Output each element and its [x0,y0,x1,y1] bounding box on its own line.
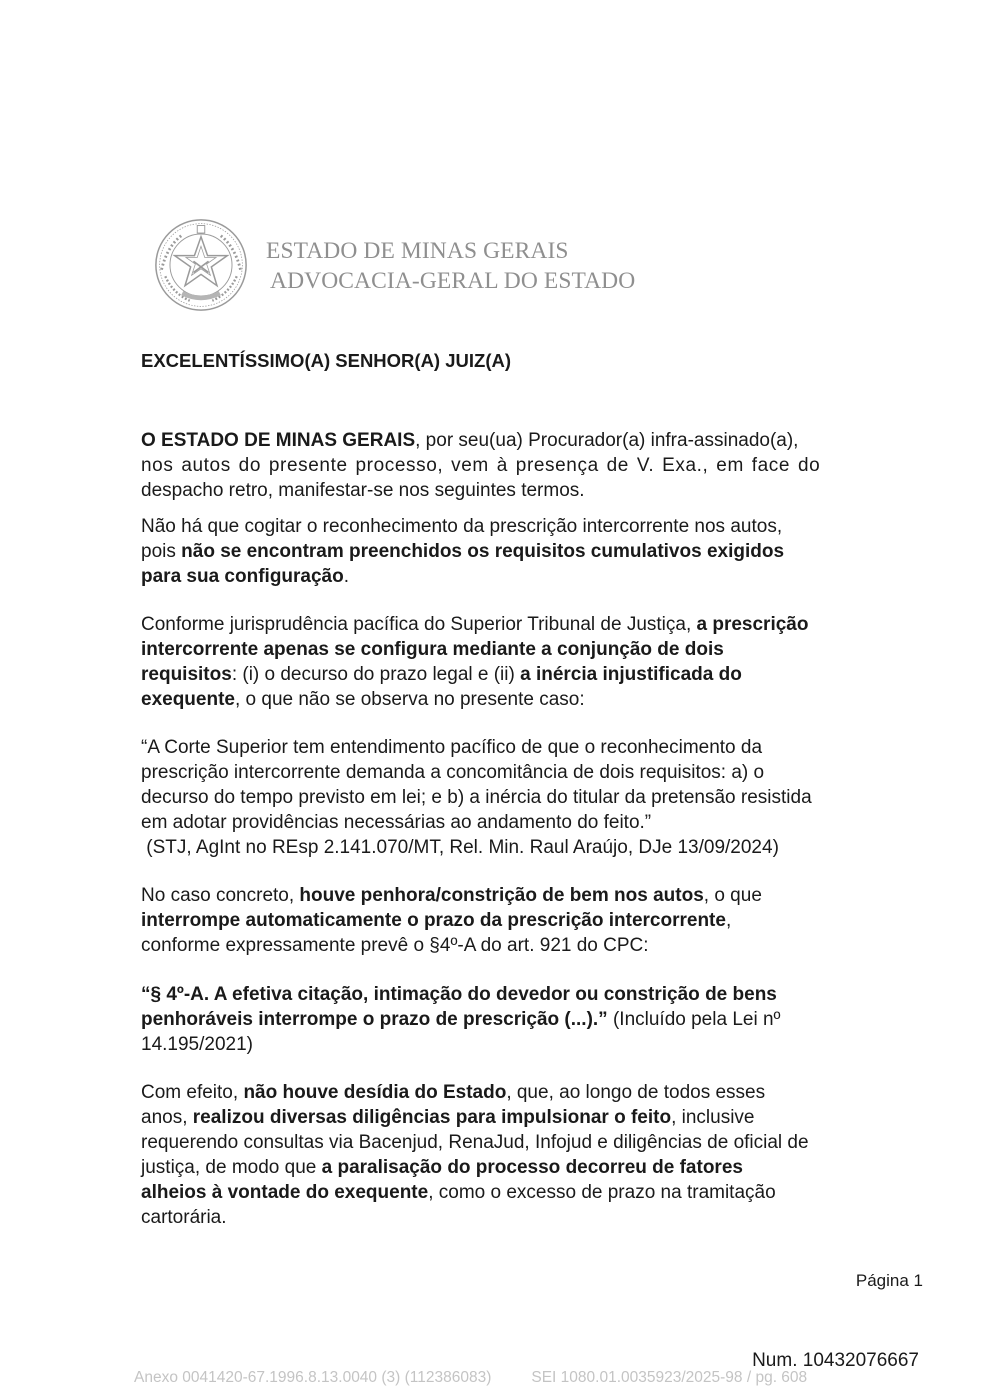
text: , o que [703,885,762,906]
address-heading: EXCELENTÍSSIMO(A) SENHOR(A) JUIZ(A) [141,350,511,371]
bold-text: a paralisação do processo decorreu de fatores [321,1157,743,1178]
annex-footer [134,1369,807,1387]
text: Não há que cogitar o reconhecimento da prescrição intercorrente nos autos, [141,516,783,537]
org-line-agency: ADVOCACIA-GERAL DO ESTADO [270,268,636,294]
text: , o que não se observa no presente caso: [234,689,585,710]
text: . [343,566,350,587]
paragraph-diligence [141,1080,883,1230]
page-number: Página 1 [855,1271,923,1290]
text: 14.195/2021) [141,1034,253,1055]
text: conforme expressamente prevê o §4º-A do art. 921 do CPC: [141,935,649,956]
bold-text: houve penhora/constrição de bem nos autos [299,885,704,906]
text: , [725,910,732,931]
bold-text: realizou diversas diligências para impulsionar o feito [192,1107,672,1128]
text: , inclusive [671,1107,755,1128]
text: decurso do tempo previsto em lei; e b) a inércia do titular da pretensão resistida [141,787,812,808]
text: , por seu(ua) Procurador(a) infra-assinado(a), [415,430,799,451]
organization-name [266,236,635,296]
paragraph-jurisprudence [141,612,883,712]
text: em adotar providências necessárias ao andamento do feito.” [141,812,652,833]
text: , como o excesso de prazo na tramitação [428,1182,776,1203]
bold-text: para sua configuração [141,566,344,587]
text: despacho retro, manifestar-se nos seguintes termos. [141,480,585,501]
text: No caso concreto, [141,885,300,906]
paragraph-law-quote [141,982,883,1057]
text: pois [141,541,182,562]
minas-gerais-seal-icon [154,218,248,312]
text: requerendo consultas via Bacenjud, RenaJud, Infojud e diligências de oficial de [141,1132,809,1153]
bold-text: exequente [141,689,235,710]
text: anos, [141,1107,193,1128]
text: prescrição intercorrente demanda a concomitância de dois requisitos: a) o [141,762,765,783]
text: nos autos do presente processo, vem à presença de V. Exa., em face do [141,455,821,476]
bold-text: “§ 4º-A. A efetiva citação, intimação do devedor ou constrição de bens [141,984,777,1005]
bold-text: não houve desídia do Estado [243,1082,507,1103]
text: , que, ao longo de todos esses [506,1082,766,1103]
paragraph-concrete-case [141,883,883,958]
bold-text: não se encontram preenchidos os requisitos cumulativos exigidos [181,541,785,562]
document-number: Num. 10432076667 [752,1350,919,1371]
text: cartorária. [141,1207,227,1228]
text: Conforme jurisprudência pacífica do Superior Tribunal de Justiça, [141,614,697,635]
bold-text: a prescrição [696,614,809,635]
paragraph-quote-stj [141,735,883,860]
bold-text: requisitos [141,664,232,685]
text: : (i) o decurso do prazo legal e (ii) [231,664,521,685]
letterhead [154,218,654,314]
text: Com efeito, [141,1082,244,1103]
bold-text: penhoráveis interrompe o prazo de prescrição (...).” [141,1009,608,1030]
sei-reference: SEI 1080.01.0035923/2025-98 / pg. 608 [531,1369,808,1386]
text: “A Corte Superior tem entendimento pacífico de que o reconhecimento da [141,737,763,758]
bold-text: interrompe automaticamente o prazo da prescrição intercorrente [141,910,726,931]
paragraph-prescription [141,514,883,589]
paragraph-intro [141,428,883,503]
annex-reference: Anexo 0041420-67.1996.8.13.0040 (3) (112386083) [134,1369,492,1386]
citation: (STJ, AgInt no REsp 2.141.070/MT, Rel. Min. Raul Araújo, DJe 13/09/2024) [141,837,779,858]
bold-text: intercorrente apenas se configura mediante a conjunção de dois [141,639,724,660]
text: justiça, de modo que [141,1157,322,1178]
text: (Incluído pela Lei nº [607,1009,781,1030]
bold-text: a inércia injustificada do [520,664,742,685]
bold-text: O ESTADO DE MINAS GERAIS [141,430,416,451]
bold-text: alheios à vontade do exequente [141,1182,429,1203]
org-line-state: ESTADO DE MINAS GERAIS [266,238,569,264]
